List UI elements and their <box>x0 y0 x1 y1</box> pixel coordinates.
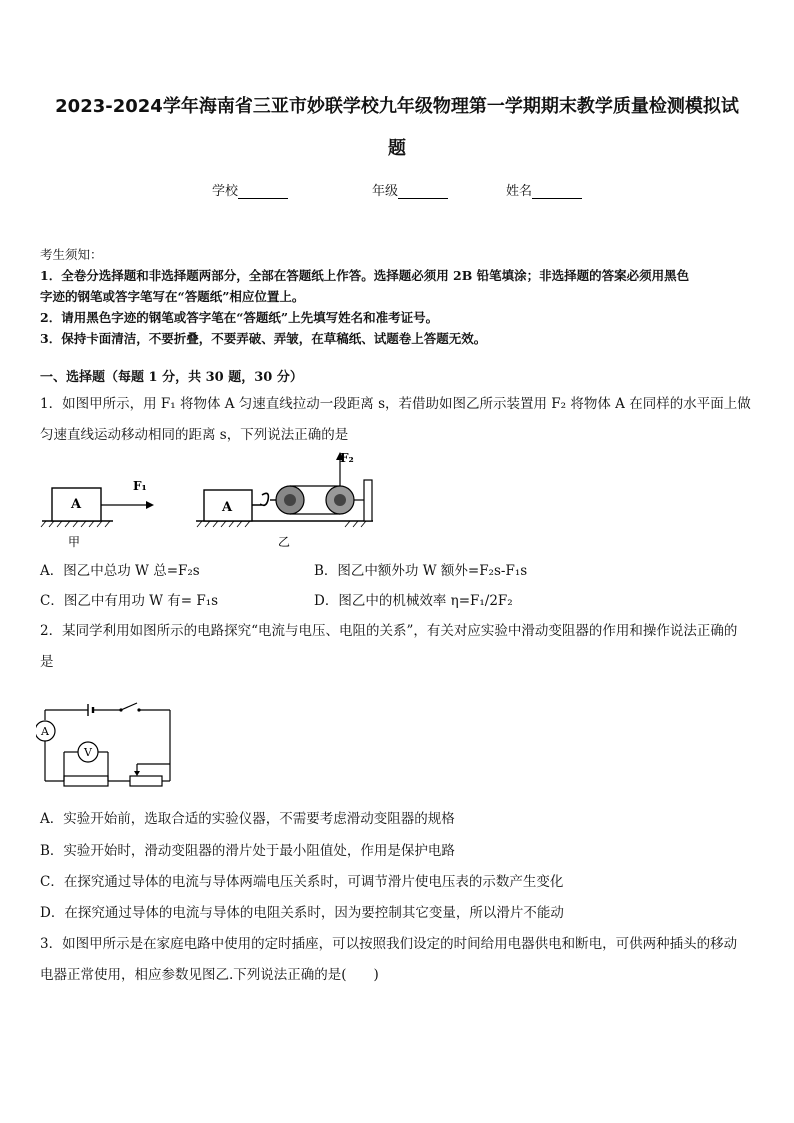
question-1-stem <box>40 389 760 451</box>
q2-option-c[interactable]: C．在探究通过导体的电流与导体两端电压关系时，可调节滑片使电压表的示数产生变化 <box>40 874 564 890</box>
rheostat-icon <box>130 776 162 786</box>
exam-title-line2: 题 <box>388 138 406 159</box>
q2-option-d[interactable]: D．在探究通过导体的电流与导体的电阻关系时，因为要控制其它变量，所以滑片不能动 <box>40 905 564 921</box>
arrow-icon <box>146 501 154 509</box>
notice-item: 2．请用黑色字迹的钢笔或答字笔在“答题纸”上先填写姓名和准考证号。 <box>40 310 439 325</box>
figure-jia <box>41 479 154 549</box>
grade-field[interactable] <box>372 180 448 199</box>
q1-figure <box>38 450 388 555</box>
question-2-stem <box>40 616 760 678</box>
school-field[interactable] <box>212 180 288 199</box>
school-blank[interactable] <box>238 184 288 199</box>
grade-label: 年级 <box>372 184 399 199</box>
notice-item: 1．全卷分选择题和非选择题两部分，全部在答题纸上作答。选择题必须用 2B 铅笔填涂；非选择题的答案必须用黑色 <box>40 268 690 283</box>
q2-option-b[interactable]: B．实验开始时，滑动变阻器的滑片处于最小阻值处，作用是保护电路 <box>40 843 455 859</box>
q2-option-a[interactable]: A．实验开始前，选取合适的实验仪器，不需要考虑滑动变阻器的规格 <box>40 811 455 827</box>
exam-title <box>40 86 754 170</box>
q2-circuit-diagram <box>36 700 186 792</box>
notice-item: 3．保持卡面清洁，不要折叠，不要弄破、弄皱，在草稿纸、试题卷上答题无效。 <box>40 331 487 346</box>
voltmeter-label: V <box>84 746 92 759</box>
notice-item: 字迹的钢笔或答字笔写在“答题纸”相应位置上。 <box>40 289 305 304</box>
caption-jia: 甲 <box>68 535 81 549</box>
f1-label: F₁ <box>133 479 147 493</box>
ammeter-label: A <box>41 725 49 738</box>
student-info-fields <box>0 180 794 202</box>
q2-stem-line2: 是 <box>40 654 54 670</box>
school-label: 学校 <box>212 184 239 199</box>
q1-stem-line2: 匀速直线运动移动相同的距离 s，下列说法正确的是 <box>40 427 349 443</box>
section-heading: 一、选择题（每题 1 分，共 30 题，30 分） <box>40 370 303 385</box>
name-blank[interactable] <box>532 184 582 199</box>
f2-label: F₂ <box>340 451 354 465</box>
exam-notice <box>40 244 760 349</box>
block-a-label: A <box>71 497 82 512</box>
wall-post <box>364 480 372 521</box>
name-label: 姓名 <box>506 184 533 199</box>
block-a-label: A <box>222 500 233 515</box>
notice-heading: 考生须知： <box>40 247 103 262</box>
question-3-stem <box>40 929 760 991</box>
q3-stem-line1: 3．如图甲所示是在家庭电路中使用的定时插座，可以按照我们设定的时间给用电器供电和断电，可供两种插头的移动 <box>40 936 738 952</box>
q2-stem-line1: 2．某同学利用如图所示的电路探究“电流与电压、电阻的关系”，有关对应实验中滑动变阻器的作用和操作说法正确的 <box>40 623 738 639</box>
q1-option-b[interactable]: B．图乙中额外功 W 额外=F₂s-F₁s <box>314 563 528 579</box>
switch-icon <box>121 703 137 710</box>
q1-option-c[interactable]: C．图乙中有用功 W 有= F₁s <box>40 593 219 609</box>
name-field[interactable] <box>506 180 582 199</box>
figure-yi <box>196 451 373 549</box>
resistor-icon <box>64 776 108 786</box>
exam-title-line1: 2023-2024学年海南省三亚市妙联学校九年级物理第一学期期末教学质量检测模拟试 <box>55 96 739 117</box>
q1-option-d[interactable]: D．图乙中的机械效率 η=F₁/2F₂ <box>314 593 513 609</box>
slider-arrow-icon <box>134 771 140 776</box>
q3-stem-line2: 电器正常使用，相应参数见图乙.下列说法正确的是( ) <box>40 967 379 983</box>
grade-blank[interactable] <box>398 184 448 199</box>
q1-option-a[interactable]: A．图乙中总功 W 总=F₂s <box>40 563 200 579</box>
caption-yi: 乙 <box>278 535 291 549</box>
hook-icon <box>252 493 268 505</box>
q1-stem-line1: 1．如图甲所示，用 F₁ 将物体 A 匀速直线拉动一段距离 s，若借助如图乙所示装置用 F₂ 将物体 A 在同样的水平面上做 <box>40 396 751 412</box>
